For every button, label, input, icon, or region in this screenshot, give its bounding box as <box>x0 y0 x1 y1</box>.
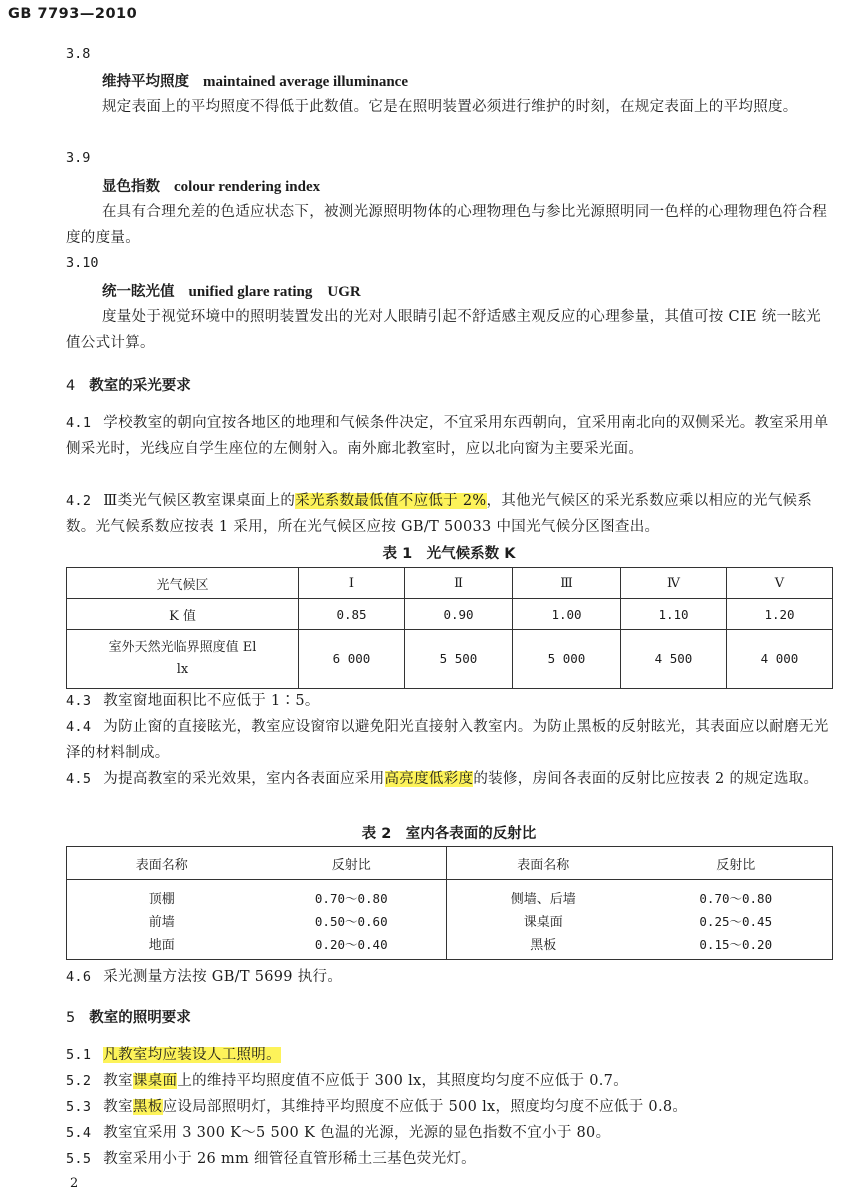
clause-5-4 <box>66 1120 832 1146</box>
clause-5-2 <box>66 1068 832 1094</box>
term-zh: 统一眩光值 <box>102 284 175 300</box>
clause-text: 上的维持平均照度值不应低于 300 lx，其照度均匀度不应低于 0.7。 <box>177 1073 628 1089</box>
clause-4-6 <box>66 964 832 990</box>
table-header-cell: Ⅴ <box>727 568 833 599</box>
table-header-cell: 反射比 <box>257 847 447 880</box>
clause-5-3 <box>66 1094 832 1120</box>
term-heading <box>102 280 361 301</box>
clause-text: 教室 <box>103 1099 133 1115</box>
section-title: 教室的采光要求 <box>89 378 191 394</box>
climate-coefficient-table <box>66 567 833 689</box>
clause-number: 4.1 <box>66 415 92 431</box>
term-definition: 度量处于视觉环境中的照明装置发出的光对人眼睛引起不舒适感主观反应的心理参量，其值可按 CIE 统一眩光值公式计算。 <box>66 309 821 351</box>
table-1-caption: 表 1 光气候系数 K <box>382 546 516 562</box>
term-zh: 显色指数 <box>102 179 160 195</box>
term-definition: 规定表面上的平均照度不得低于此数值。它是在照明装置必须进行维护的时刻，在规定表面上的平均照度。 <box>102 99 798 115</box>
table-row <box>67 568 833 599</box>
clause-text: 教室采用小于 26 mm 细管径直管形稀土三基色荧光灯。 <box>103 1151 476 1167</box>
clause-number: 4.5 <box>66 771 92 787</box>
table-cell: 顶棚 <box>148 892 175 907</box>
table-cell: 0.70～0.80 <box>699 890 773 906</box>
standard-number: GB 7793—2010 <box>8 6 138 22</box>
term-heading <box>102 175 320 196</box>
table-cell: 0.20～0.40 <box>257 932 447 960</box>
table-header-cell: Ⅳ <box>621 568 727 599</box>
table-cell: 0.50～0.60 <box>257 909 447 932</box>
clause-text: 教室窗地面积比不应低于 1∶5。 <box>103 693 320 709</box>
table-cell: 1.10 <box>621 599 727 630</box>
clause-4-1 <box>66 410 832 462</box>
table-cell: 0.15～0.20 <box>699 936 773 952</box>
table-2-caption: 表 2 室内各表面的反射比 <box>361 826 537 842</box>
clause-text: ，其他光气候区的采光系数应乘以相应的光气候系数。光气候系数应按表 1 采用，所在光气候区应按 GB/T 50033 中国光气候分区图查出。 <box>66 493 813 535</box>
table-header-cell: Ⅰ <box>299 568 405 599</box>
table-header-cell: 表面名称 <box>67 847 257 880</box>
clause-4-4 <box>66 714 832 766</box>
highlighted-text: 采光系数最低值不应低于 2% <box>295 493 487 509</box>
term-en: maintained average illuminance <box>203 74 408 90</box>
clause-number: 4.3 <box>66 693 92 709</box>
clause-4-3 <box>66 688 832 714</box>
term-definition: 在具有合理允差的色适应状态下，被测光源照明物体的心理物理色与参比光源照明同一色样的心理物理色符合程度的度量。 <box>66 204 828 246</box>
table-cell: 5 500 <box>405 630 513 689</box>
table-cell: 前墙 <box>148 915 175 930</box>
section-number: 4 <box>66 378 76 394</box>
row-unit: lx <box>176 662 189 677</box>
clause-number: 5.1 <box>66 1047 92 1063</box>
section-title: 教室的照明要求 <box>89 1010 191 1026</box>
highlighted-text: 黑板 <box>132 1099 163 1115</box>
clause-text: Ⅲ类光气候区教室课桌面上的 <box>103 493 296 509</box>
section-heading <box>66 1006 191 1027</box>
term-heading <box>102 70 408 91</box>
term-en: colour rendering index <box>174 179 321 195</box>
table-header-cell: 反射比 <box>640 847 833 880</box>
table-cell: 0.90 <box>405 599 513 630</box>
table-cell: 6 000 <box>299 630 405 689</box>
table-header-cell: Ⅱ <box>405 568 513 599</box>
highlighted-text: 凡教室均应装设人工照明。 <box>103 1047 281 1063</box>
term-number: 3.8 <box>66 46 91 62</box>
clause-number: 5.4 <box>66 1125 92 1141</box>
clause-number: 5.2 <box>66 1073 92 1089</box>
table-cell: K 值 <box>67 599 299 630</box>
clause-number: 5.3 <box>66 1099 92 1115</box>
clause-text: 学校教室的朝向宜按各地区的地理和气候条件决定，不宜采用东西朝向，宜采用南北向的双侧采光。教室采用单侧采光时，光线应自学生座位的左侧射入。南外廊北教室时，应以北向窗为主要采光面。 <box>66 415 829 457</box>
clause-text: 的装修，房间各表面的反射比应按表 2 的规定选取。 <box>473 771 819 787</box>
table-cell: 地面 <box>148 938 175 953</box>
table-header-cell: 光气候区 <box>67 568 299 599</box>
table-cell: 1.00 <box>513 599 621 630</box>
clause-text: 教室宜采用 3 300 K～5 500 K 色温的光源，光源的显色指数不宜小于 80。 <box>103 1125 611 1141</box>
table-cell: 课桌面 <box>523 915 563 930</box>
table-row <box>67 630 833 689</box>
table-row <box>67 880 833 910</box>
term-zh: 维持平均照度 <box>102 74 189 90</box>
table-cell: 5 000 <box>513 630 621 689</box>
clause-number: 4.2 <box>66 493 92 509</box>
highlighted-text: 课桌面 <box>132 1073 178 1089</box>
clause-5-5 <box>66 1146 832 1172</box>
clause-text: 教室 <box>103 1073 133 1089</box>
clause-number: 5.5 <box>66 1151 92 1167</box>
section-number: 5 <box>66 1010 76 1026</box>
table-row <box>67 932 833 960</box>
table-cell: 0.85 <box>299 599 405 630</box>
clause-text: 应设局部照明灯，其维持平均照度不应低于 500 lx，照度均匀度不应低于 0.8。 <box>162 1099 688 1115</box>
clause-4-2 <box>66 488 832 540</box>
clause-4-5 <box>66 766 832 792</box>
table-cell: 黑板 <box>530 938 557 953</box>
reflectance-table <box>66 846 833 960</box>
clause-number: 4.6 <box>66 969 92 985</box>
highlighted-text: 高亮度低彩度 <box>384 771 474 787</box>
table-header-cell: Ⅲ <box>513 568 621 599</box>
clause-text: 为提高教室的采光效果，室内各表面应采用 <box>103 771 385 787</box>
term-en: unified glare rating UGR <box>188 284 361 300</box>
table-cell: 0.25～0.45 <box>699 913 773 929</box>
clause-text: 为防止窗的直接眩光，教室应设窗帘以避免阳光直接射入教室内。为防止黑板的反射眩光，其表面应以耐磨无光泽的材料制成。 <box>66 719 829 761</box>
section-heading <box>66 374 191 395</box>
table-row <box>67 909 833 932</box>
table-header-cell: 表面名称 <box>447 847 640 880</box>
page-number: 2 <box>70 1176 79 1191</box>
table-cell <box>67 630 299 689</box>
row-label: 室外天然光临界照度值 El <box>108 640 257 655</box>
table-cell: 侧墙、后墙 <box>510 892 576 907</box>
table-row <box>67 847 833 880</box>
table-cell: 4 500 <box>621 630 727 689</box>
term-number: 3.10 <box>66 255 99 271</box>
clause-text: 采光测量方法按 GB/T 5699 执行。 <box>103 969 343 985</box>
clause-number: 4.4 <box>66 719 92 735</box>
table-row <box>67 599 833 630</box>
table-cell: 0.70～0.80 <box>257 880 447 910</box>
table-cell: 1.20 <box>727 599 833 630</box>
clause-5-1 <box>66 1042 832 1068</box>
table-cell: 4 000 <box>727 630 833 689</box>
term-number: 3.9 <box>66 150 91 166</box>
